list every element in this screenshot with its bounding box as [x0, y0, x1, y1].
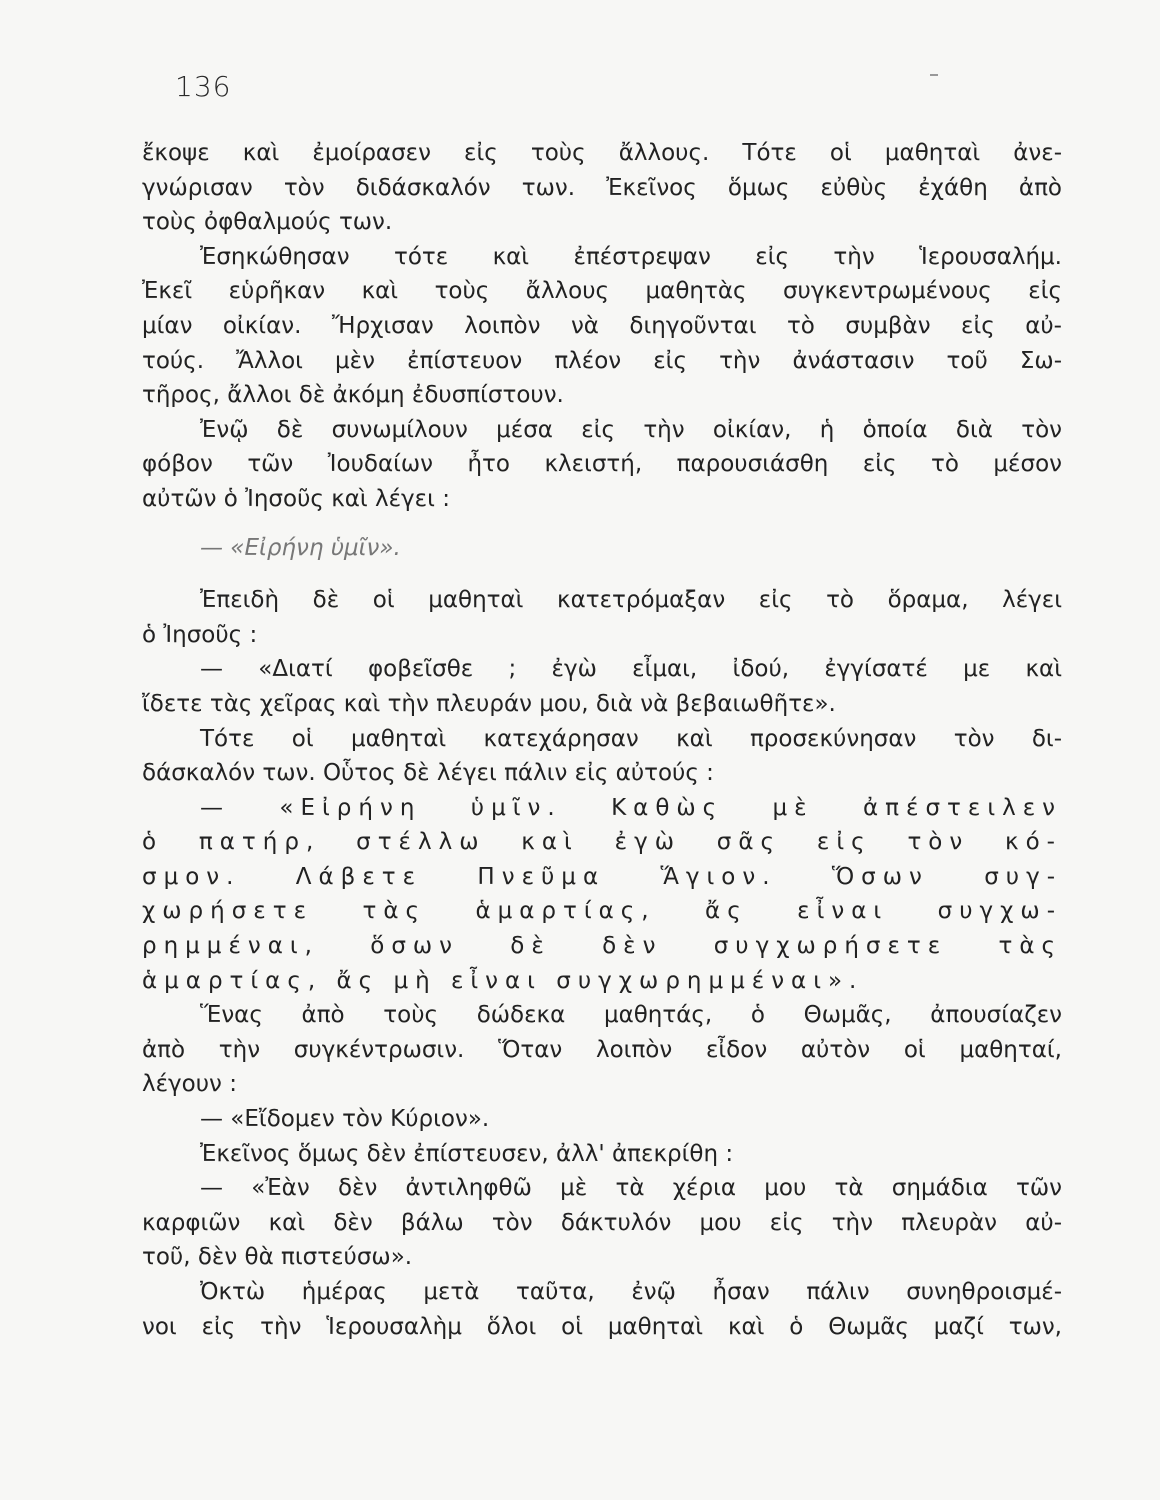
- text-line: νοι εἰς τὴν Ἱερουσαλὴμ ὅλοι οἱ μαθηταὶ καὶ ὁ Θωμᾶς μαζί των,: [142, 1313, 1062, 1340]
- text-line: Ἐπειδὴ δὲ οἱ μαθηταὶ κατετρόμαξαν εἰς τὸ ὅραμα, λέγει: [200, 587, 1062, 614]
- text-line: τοὺς ὀφθαλμούς των.: [142, 209, 393, 236]
- body-text: [142, 136, 1062, 1344]
- text-line: χωρήσετε τὰς ἁμαρτίας, ἄς εἶναι συγχω-: [142, 898, 1062, 925]
- text-line: ἴδετε τὰς χεῖρας καὶ τὴν πλευράν μου, διὰ νὰ βεβαιωθῆτε».: [142, 690, 836, 717]
- text-line: δάσκαλόν των. Οὗτος δὲ λέγει πάλιν εἰς αὐτούς :: [142, 760, 714, 787]
- text-line: τοῦ, δὲν θὰ πιστεύσω».: [142, 1244, 413, 1271]
- page-number: 136: [175, 70, 232, 103]
- text-line: Τότε οἱ μαθηταὶ κατεχάρησαν καὶ προσεκύνησαν τὸν δι-: [200, 725, 1062, 752]
- scan-mark: [930, 74, 938, 76]
- text-line: ἔκοψε καὶ ἐμοίρασεν εἰς τοὺς ἄλλους. Τότε οἱ μαθηταὶ ἀνε-: [142, 140, 1062, 166]
- text-line: ἀπὸ τὴν συγκέντρωσιν. Ὅταν λοιπὸν εἶδον αὐτὸν οἱ μαθηταί,: [142, 1036, 1062, 1063]
- text-line: Ὀκτὼ ἡμέρας μετὰ ταῦτα, ἐνῷ ἦσαν πάλιν συνηθροισμέ-: [200, 1279, 1062, 1305]
- text-line: Ἐκεῖνος ὅμως δὲν ἐπίστευσεν, ἀλλ' ἀπεκρίθη :: [200, 1140, 734, 1167]
- text-line: ἁμαρτίας, ἄς μὴ εἶναι συγχωρημμέναι».: [142, 967, 864, 994]
- text-line: τούς. Ἄλλοι μὲν ἐπίστευον πλέον εἰς τὴν ἀνάστασιν τοῦ Σω-: [142, 347, 1062, 374]
- text-line: μίαν οἰκίαν. Ἤρχισαν λοιπὸν νὰ διηγοῦνται τὸ συμβὰν εἰς αὐ-: [142, 312, 1062, 339]
- text-line: ὁ πατήρ, στέλλω καὶ ἐγὼ σᾶς εἰς τὸν κό-: [142, 829, 1062, 856]
- text-line: — «Εἰρήνη ὑμῖν».: [200, 534, 401, 561]
- text-line: Ἕνας ἀπὸ τοὺς δώδεκα μαθητάς, ὁ Θωμᾶς, ἀπουσίαζεν: [200, 1002, 1062, 1029]
- text-line: ρημμέναι, ὅσων δὲ δὲν συγχωρήσετε τὰς: [142, 933, 1062, 960]
- text-line: φόβον τῶν Ἰουδαίων ἦτο κλειστή, παρουσιάσθη εἰς τὸ μέσον: [142, 451, 1062, 478]
- text-line: ὁ Ἰησοῦς :: [142, 621, 258, 648]
- text-line: — «Εἴδομεν τὸν Κύριον».: [200, 1106, 490, 1133]
- text-line: — «Διατί φοβεῖσθε ; ἐγὼ εἶμαι, ἰδού, ἐγγίσατέ με καὶ: [200, 656, 1062, 683]
- text-line: καρφιῶν καὶ δὲν βάλω τὸν δάκτυλόν μου εἰς τὴν πλευρὰν αὐ-: [142, 1209, 1062, 1236]
- text-line: Ἐνῷ δὲ συνωμίλουν μέσα εἰς τὴν οἰκίαν, ἡ ὁποία διὰ τὸν: [200, 416, 1062, 443]
- text-line: Ἐκεῖ εὑρῆκαν καὶ τοὺς ἄλλους μαθητὰς συγκεντρωμένους εἰς: [142, 278, 1062, 305]
- text-line: Ἐσηκώθησαν τότε καὶ ἐπέστρεψαν εἰς τὴν Ἱερουσαλήμ.: [200, 243, 1062, 270]
- text-line: τῆρος, ἄλλοι δὲ ἀκόμη ἐδυσπίστουν.: [142, 382, 564, 409]
- text-line: γνώρισαν τὸν διδάσκαλόν των. Ἐκεῖνος ὅμως εὐθὺς ἐχάθη ἀπὸ: [142, 174, 1062, 201]
- text-line: λέγουν :: [142, 1071, 237, 1098]
- text-line: αὐτῶν ὁ Ἰησοῦς καὶ λέγει :: [142, 485, 450, 512]
- text-line: — «Ἐὰν δὲν ἀντιληφθῶ μὲ τὰ χέρια μου τὰ σημάδια τῶν: [200, 1175, 1062, 1202]
- text-line: σμον. Λάβετε Πνεῦμα Ἅγιον. Ὅσων συγ-: [142, 863, 1062, 890]
- text-line: — «Εἰρήνη ὑμῖν. Καθὼς μὲ ἀπέστειλεν: [200, 794, 1062, 821]
